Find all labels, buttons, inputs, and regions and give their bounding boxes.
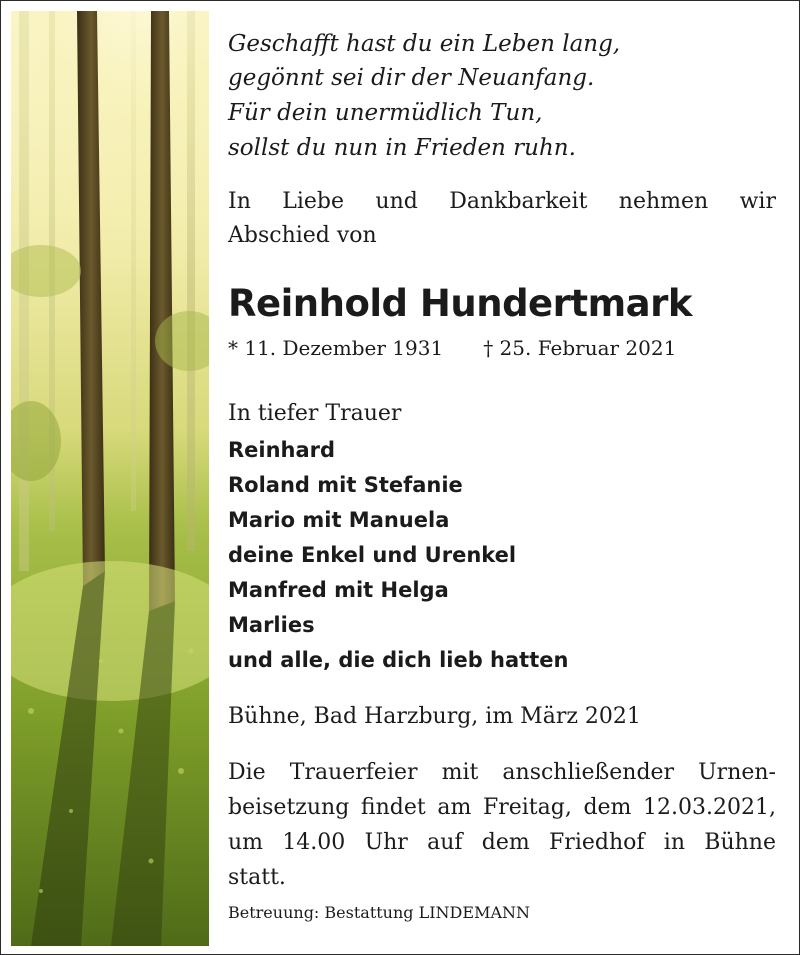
poem-line: Für dein unermüdlich Tun, xyxy=(228,100,543,126)
birth-date: * 11. Dezember 1931 xyxy=(228,336,444,360)
mourner-name: Manfred mit Helga xyxy=(228,578,449,602)
ceremony-line: statt. xyxy=(228,865,286,890)
poem-line: sollst du nun in Frieden ruhn. xyxy=(228,135,576,161)
poem-line: gegönnt sei dir der Neuanfang. xyxy=(228,65,595,91)
ceremony-line: Die Trauerfeier mit anschließender Urnen- xyxy=(228,760,776,785)
mourner-name: Reinhard xyxy=(228,438,336,462)
mourner-name: Roland mit Stefanie xyxy=(228,473,463,497)
mourner-name: Mario mit Manuela xyxy=(228,508,450,532)
mourner-name: Marlies xyxy=(228,613,315,637)
mourning-heading: In tiefer Trauer xyxy=(228,401,402,426)
intro-line: In Liebe und Dankbarkeit nehmen wir xyxy=(228,189,776,214)
undertaker-note: Betreuung: Bestattung LINDEMANN xyxy=(228,903,530,922)
deceased-name: Reinhold Hundertmark xyxy=(228,282,692,325)
forest-illustration xyxy=(11,11,209,946)
mourner-name: deine Enkel und Urenkel xyxy=(228,543,517,567)
ceremony-line: beisetzung findet am Freitag, dem 12.03.2021, xyxy=(228,795,776,820)
death-date: † 25. Februar 2021 xyxy=(483,336,677,360)
poem-line: Geschafft hast du ein Leben lang, xyxy=(228,31,621,57)
ground-light xyxy=(11,561,209,701)
place-date: Bühne, Bad Harzburg, im März 2021 xyxy=(228,704,641,729)
life-dates xyxy=(228,336,676,360)
ceremony-line: um 14.00 Uhr auf dem Friedhof in Bühne xyxy=(228,830,776,855)
intro-line: Abschied von xyxy=(228,223,377,248)
forest-photo xyxy=(11,11,209,946)
mourner-name: und alle, die dich lieb hatten xyxy=(228,648,569,672)
